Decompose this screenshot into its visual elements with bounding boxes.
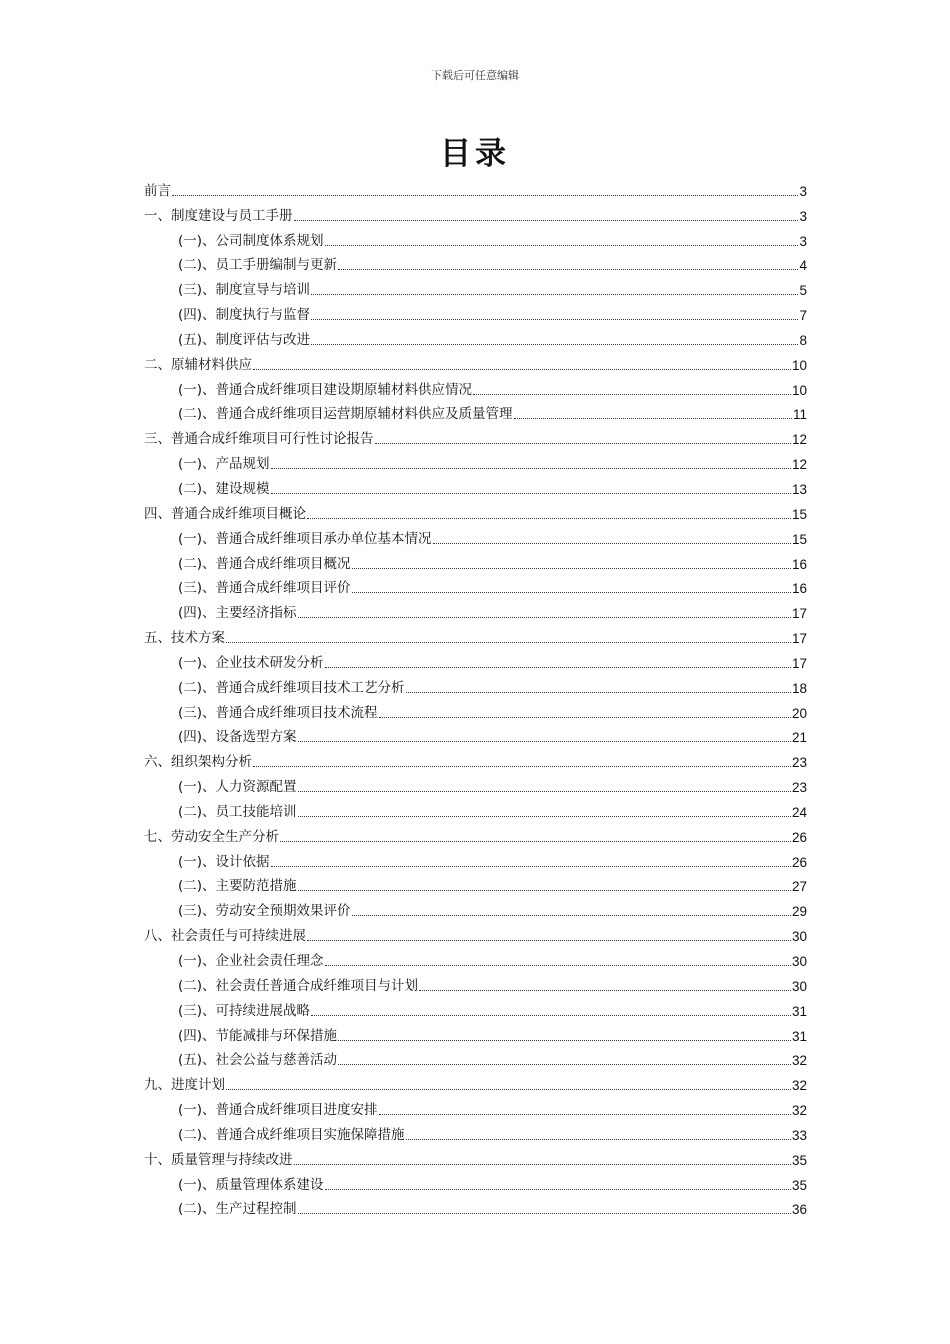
- toc-entry-label: 七、劳动安全生产分析: [144, 828, 279, 845]
- dot-leader: [298, 1213, 791, 1214]
- toc-entry-page-number: 15: [791, 506, 807, 522]
- toc-entry[interactable]: [144, 622, 807, 647]
- dot-leader: [298, 741, 791, 742]
- toc-entry[interactable]: [144, 299, 807, 324]
- toc-entry-label: (五)、社会公益与慈善活动: [178, 1052, 338, 1069]
- dot-leader: [298, 890, 791, 891]
- dot-leader: [325, 245, 799, 246]
- toc-entry[interactable]: [144, 473, 807, 498]
- toc-entry[interactable]: [144, 796, 807, 821]
- dot-leader: [311, 319, 798, 320]
- toc-entry-label: (一)、人力资源配置: [178, 779, 297, 796]
- toc-entry-label: (一)、质量管理体系建设: [178, 1176, 324, 1193]
- toc-entry[interactable]: [144, 324, 807, 349]
- toc-entry-label: 六、组织架构分析: [144, 754, 252, 771]
- table-of-contents: [144, 175, 807, 1218]
- toc-entry-label: (一)、设计依据: [178, 853, 270, 870]
- dot-leader: [253, 766, 791, 767]
- toc-entry-page-number: 32: [791, 1103, 807, 1119]
- toc-entry[interactable]: [144, 697, 807, 722]
- toc-entry-page-number: 24: [791, 804, 807, 820]
- toc-entry-page-number: 16: [791, 581, 807, 597]
- toc-entry[interactable]: [144, 175, 807, 200]
- toc-entry-page-number: 17: [791, 631, 807, 647]
- toc-entry-label: 五、技术方案: [144, 630, 225, 647]
- toc-entry-label: (二)、员工技能培训: [178, 803, 297, 820]
- toc-entry[interactable]: [144, 895, 807, 920]
- toc-entry[interactable]: [144, 1094, 807, 1119]
- toc-entry[interactable]: [144, 523, 807, 548]
- toc-entry[interactable]: [144, 548, 807, 573]
- toc-entry-page-number: 10: [791, 357, 807, 373]
- toc-entry[interactable]: [144, 647, 807, 672]
- toc-entry[interactable]: [144, 423, 807, 448]
- toc-entry-page-number: 21: [791, 730, 807, 746]
- toc-entry-label: (一)、普通合成纤维项目建设期原辅材料供应情况: [178, 381, 473, 398]
- toc-entry-page-number: 20: [791, 705, 807, 721]
- dot-leader: [352, 915, 791, 916]
- toc-entry-page-number: 23: [791, 755, 807, 771]
- toc-entry[interactable]: [144, 399, 807, 424]
- toc-entry-page-number: 10: [791, 382, 807, 398]
- toc-entry-page-number: 35: [791, 1152, 807, 1168]
- dot-leader: [338, 1064, 791, 1065]
- dot-leader: [271, 493, 791, 494]
- dot-leader: [338, 1040, 791, 1041]
- dot-leader: [307, 518, 791, 519]
- toc-entry-page-number: 30: [791, 978, 807, 994]
- toc-entry-page-number: 35: [791, 1177, 807, 1193]
- toc-entry[interactable]: [144, 871, 807, 896]
- dot-leader: [271, 866, 791, 867]
- toc-entry[interactable]: [144, 498, 807, 523]
- toc-entry-page-number: 4: [799, 258, 807, 274]
- toc-entry-page-number: 7: [799, 308, 807, 324]
- dot-leader: [311, 1015, 791, 1016]
- toc-entry-page-number: 17: [791, 655, 807, 671]
- dot-leader: [325, 965, 791, 966]
- toc-entry-page-number: 31: [791, 1003, 807, 1019]
- toc-entry-label: 八、社会责任与可持续进展: [144, 928, 306, 945]
- toc-entry-page-number: 15: [791, 531, 807, 547]
- toc-entry-page-number: 33: [791, 1127, 807, 1143]
- toc-entry[interactable]: [144, 1194, 807, 1219]
- toc-entry[interactable]: [144, 274, 807, 299]
- dot-leader: [311, 344, 798, 345]
- toc-entry-page-number: 26: [791, 854, 807, 870]
- toc-entry-page-number: 3: [799, 233, 807, 249]
- dot-leader: [473, 394, 791, 395]
- toc-entry[interactable]: [144, 349, 807, 374]
- toc-entry[interactable]: [144, 920, 807, 945]
- toc-entry-page-number: 3: [799, 183, 807, 199]
- toc-entry[interactable]: [144, 250, 807, 275]
- dot-leader: [226, 642, 791, 643]
- header-note: 下载后可任意编辑: [431, 69, 519, 82]
- toc-entry[interactable]: [144, 225, 807, 250]
- toc-entry-page-number: 29: [791, 904, 807, 920]
- toc-entry[interactable]: [144, 821, 807, 846]
- toc-entry[interactable]: [144, 374, 807, 399]
- toc-entry-label: 三、普通合成纤维项目可行性讨论报告: [144, 431, 374, 448]
- toc-entry-label: (二)、建设规模: [178, 480, 270, 497]
- toc-entry-label: 九、进度计划: [144, 1077, 225, 1094]
- toc-entry[interactable]: [144, 846, 807, 871]
- toc-entry-label: (四)、制度执行与监督: [178, 307, 311, 324]
- toc-entry-page-number: 12: [791, 432, 807, 448]
- toc-entry-label: (五)、制度评估与改进: [178, 331, 311, 348]
- toc-entry-page-number: 5: [799, 283, 807, 299]
- toc-entry-label: (一)、企业技术研发分析: [178, 654, 324, 671]
- toc-entry[interactable]: [144, 597, 807, 622]
- toc-entry-page-number: 31: [791, 1028, 807, 1044]
- toc-entry[interactable]: [144, 672, 807, 697]
- toc-entry-label: (三)、普通合成纤维项目技术流程: [178, 704, 378, 721]
- dot-leader: [294, 1164, 791, 1165]
- dot-leader: [172, 195, 798, 196]
- toc-entry[interactable]: [144, 1144, 807, 1169]
- dot-leader: [294, 220, 799, 221]
- toc-entry-page-number: 3: [799, 208, 807, 224]
- dot-leader: [325, 1189, 791, 1190]
- toc-entry-label: (四)、设备选型方案: [178, 729, 297, 746]
- toc-entry-label: (二)、社会责任普通合成纤维项目与计划: [178, 977, 419, 994]
- toc-entry-page-number: 12: [791, 457, 807, 473]
- toc-entry-label: (二)、普通合成纤维项目概况: [178, 555, 351, 572]
- toc-entry[interactable]: [144, 1169, 807, 1194]
- toc-entry-page-number: 18: [791, 680, 807, 696]
- toc-entry-page-number: 27: [791, 879, 807, 895]
- dot-leader: [271, 468, 791, 469]
- toc-entry[interactable]: [144, 970, 807, 995]
- dot-leader: [226, 1089, 791, 1090]
- toc-entry[interactable]: [144, 1119, 807, 1144]
- dot-leader: [311, 294, 798, 295]
- page-title: 目录: [440, 136, 510, 172]
- toc-entry-label: (四)、节能减排与环保措施: [178, 1027, 338, 1044]
- dot-leader: [406, 1139, 791, 1140]
- toc-entry-page-number: 36: [791, 1202, 807, 1218]
- toc-entry-page-number: 16: [791, 556, 807, 572]
- dot-leader: [379, 1114, 791, 1115]
- toc-entry[interactable]: [144, 746, 807, 771]
- toc-entry-label: (二)、普通合成纤维项目实施保障措施: [178, 1126, 405, 1143]
- toc-entry-page-number: 8: [799, 332, 807, 348]
- toc-entry-page-number: 32: [791, 1053, 807, 1069]
- toc-entry-label: (一)、普通合成纤维项目承办单位基本情况: [178, 530, 432, 547]
- toc-entry-label: (三)、劳动安全预期效果评价: [178, 903, 351, 920]
- toc-entry-page-number: 26: [791, 829, 807, 845]
- dot-leader: [406, 692, 791, 693]
- dot-leader: [352, 592, 791, 593]
- toc-entry-label: (三)、可持续进展战略: [178, 1002, 311, 1019]
- toc-entry-label: (一)、普通合成纤维项目进度安排: [178, 1102, 378, 1119]
- toc-entry-label: (三)、普通合成纤维项目评价: [178, 580, 351, 597]
- toc-entry[interactable]: [144, 995, 807, 1020]
- dot-leader: [253, 369, 791, 370]
- toc-entry-label: 前言: [144, 182, 171, 199]
- dot-leader: [298, 617, 791, 618]
- dot-leader: [298, 791, 791, 792]
- dot-leader: [298, 816, 791, 817]
- dot-leader: [352, 568, 791, 569]
- toc-entry-page-number: 23: [791, 780, 807, 796]
- toc-entry-label: (二)、生产过程控制: [178, 1201, 297, 1218]
- toc-entry-label: (一)、企业社会责任理念: [178, 953, 324, 969]
- toc-entry-label: (一)、产品规划: [178, 456, 270, 473]
- toc-entry[interactable]: [144, 1045, 807, 1070]
- toc-entry-label: (三)、制度宣导与培训: [178, 282, 311, 299]
- toc-entry[interactable]: [144, 1020, 807, 1045]
- toc-entry-page-number: 32: [791, 1078, 807, 1094]
- toc-entry[interactable]: [144, 945, 807, 970]
- toc-entry-label: (四)、主要经济指标: [178, 605, 297, 622]
- dot-leader: [325, 667, 791, 668]
- toc-entry-label: (一)、公司制度体系规划: [178, 232, 324, 249]
- toc-entry-page-number: 11: [792, 407, 807, 423]
- toc-entry[interactable]: [144, 573, 807, 598]
- toc-entry-page-number: 30: [791, 954, 807, 969]
- dot-leader: [419, 990, 791, 991]
- toc-entry-label: 四、普通合成纤维项目概论: [144, 505, 306, 522]
- toc-entry-label: (二)、普通合成纤维项目技术工艺分析: [178, 679, 405, 696]
- toc-entry-label: (二)、主要防范措施: [178, 878, 297, 895]
- toc-entry-label: 二、原辅材料供应: [144, 356, 252, 373]
- dot-leader: [307, 940, 791, 941]
- dot-leader: [338, 269, 798, 270]
- toc-entry[interactable]: [144, 448, 807, 473]
- dot-leader: [379, 717, 791, 718]
- toc-entry-label: 一、制度建设与员工手册: [144, 207, 293, 224]
- toc-entry-page-number: 30: [791, 929, 807, 945]
- toc-entry[interactable]: [144, 200, 807, 225]
- toc-entry-page-number: 17: [791, 606, 807, 622]
- toc-entry[interactable]: [144, 771, 807, 796]
- toc-entry-label: (二)、员工手册编制与更新: [178, 257, 338, 274]
- toc-entry[interactable]: [144, 722, 807, 747]
- dot-leader: [514, 418, 792, 419]
- toc-entry-page-number: 13: [791, 481, 807, 497]
- dot-leader: [433, 543, 791, 544]
- toc-entry-label: (二)、普通合成纤维项目运营期原辅材料供应及质量管理: [178, 406, 513, 423]
- dot-leader: [280, 841, 791, 842]
- toc-entry[interactable]: [144, 1069, 807, 1094]
- dot-leader: [375, 443, 791, 444]
- toc-entry-label: 十、质量管理与持续改进: [144, 1151, 293, 1168]
